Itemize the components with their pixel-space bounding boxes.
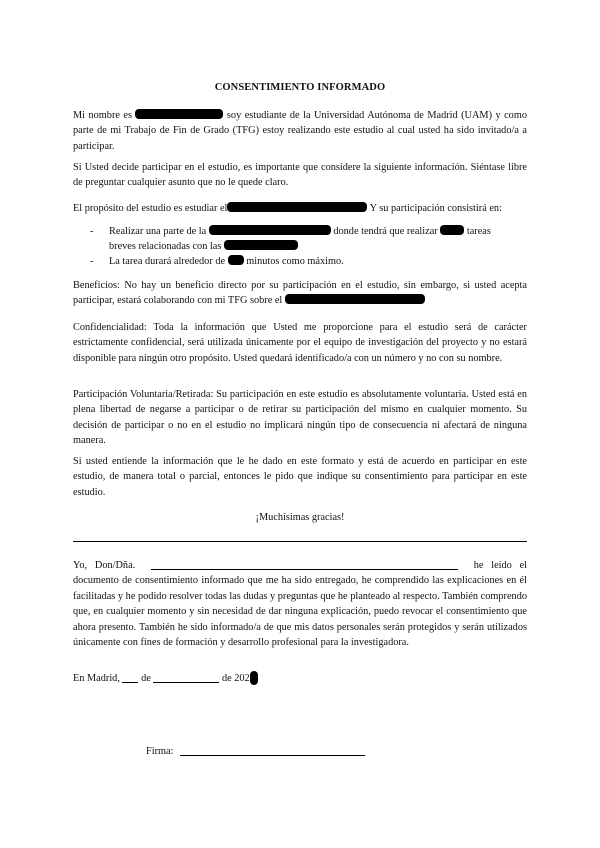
bullet-text-part: breves relacionadas con las [109,241,222,253]
bullet-text-part: donde tendrá que realizar [333,226,438,237]
benefits-text: Beneficios: No hay un beneficio directo por su participación en el estudio, sin embargo, si usted acepta participar, estará colaborando con mi TFG sobre el [73,280,527,307]
divider [73,541,527,542]
name-blank-line[interactable] [151,560,458,570]
redacted-name [135,109,223,119]
redacted-task [209,225,331,235]
year-text: de 202 [221,673,250,684]
redacted-purpose [227,202,367,212]
declaration-paragraph [73,558,527,650]
bullet-text [109,224,529,255]
declaration-text-end: he leído el documento de consentimiento informado que me ha sido entregado, he comprendido las explicaciones en él facilitadas y he podido resolver todas las dudas y preguntas que he planteado al respecto. También comprendo que, en cualquier momento y sin necesidad de dar ninguna explicación, puedo revocar el consentimiento que ahora presento. También he sido informado/a de que mis datos personales serán protegidos y serán utilizados únicamente con fines de formación y desarrollo profesional para la investigadora. [73,560,528,649]
declaration-text-start: Yo, Don/Dña. [73,560,136,571]
benefits-paragraph [73,278,527,309]
list-item-task [90,224,530,256]
bullet-dash: - [90,226,94,237]
intro-text-end: soy estudiante de la Universidad Autónoma de Madrid (UAM) y como parte de mi Trabajo de Fin de Grado (TFG) estoy realizando este estudio al cual usted ha sido invitado/a a participar. [73,110,527,152]
document-title: CONSENTIMIENTO INFORMADO [214,82,386,93]
purpose-text-start: El propósito del estudio es estudiar el [73,203,228,214]
intro-paragraph [73,108,527,154]
month-blank[interactable] [153,673,219,683]
confidentiality-paragraph: Confidencialidad: Toda la información que Usted me proporcione para el estudio será de carácter estrictamente confidencial, será utilizada únicamente por el equipo de investigación del proyecto y no estará disponible para ningún otro propósito. Usted quedará identificado/a con un número y no con su nombre. [73,322,527,364]
redacted-minutes [228,255,244,265]
purpose-text-end: Y su participación consistirá en: [369,203,502,214]
signature-blank[interactable] [180,746,365,756]
voluntary-paragraph: Participación Voluntaria/Retirada: Su participación en este estudio es absolutamente voluntaria. Usted está en plena libertad de negarse a participar o de retirar su participación del mismo en cualquier momento. Su decisión de participar o no en el estudio no implicará ningún tipo de consecuencia ni afectará de ninguna manera. [73,389,527,447]
date-de: de [141,673,151,684]
redacted-count [440,225,464,235]
bullet-text-part: La tarea durará alrededor de [109,256,226,267]
bullet-text [109,254,529,269]
participation-paragraph: Si Usted decide participar en el estudio, es importante que considere la siguiente información. Siéntase libre de preguntar cualquier asunto que no le quede claro. [73,162,527,189]
day-blank[interactable] [122,673,138,683]
intro-text-start: Mi nombre es [73,110,132,121]
date-line [73,671,527,686]
bullet-text-part: minutos como máximo. [246,256,344,267]
signature-label: Firma: [146,746,174,757]
list-item-duration [90,254,530,270]
signature-line [146,746,365,757]
bullet-dash: - [90,256,94,267]
thanks-text: ¡Muchísimas gracias! [255,512,345,523]
bullet-text-part: tareas [466,226,491,237]
redacted-subject [285,294,425,304]
redacted-topic [224,240,298,250]
redacted-year-digit [250,671,258,685]
bullet-text-part: Realizar una parte de la [109,226,207,237]
purpose-paragraph [73,201,527,216]
agreement-paragraph: Si usted entiende la información que le he dado en este formato y está de acuerdo en participar en este estudio, de manera total o parcial, entonces le pido que indique su consentimiento para participar en este estudio. [73,456,527,498]
date-place: En Madrid, [73,673,120,684]
